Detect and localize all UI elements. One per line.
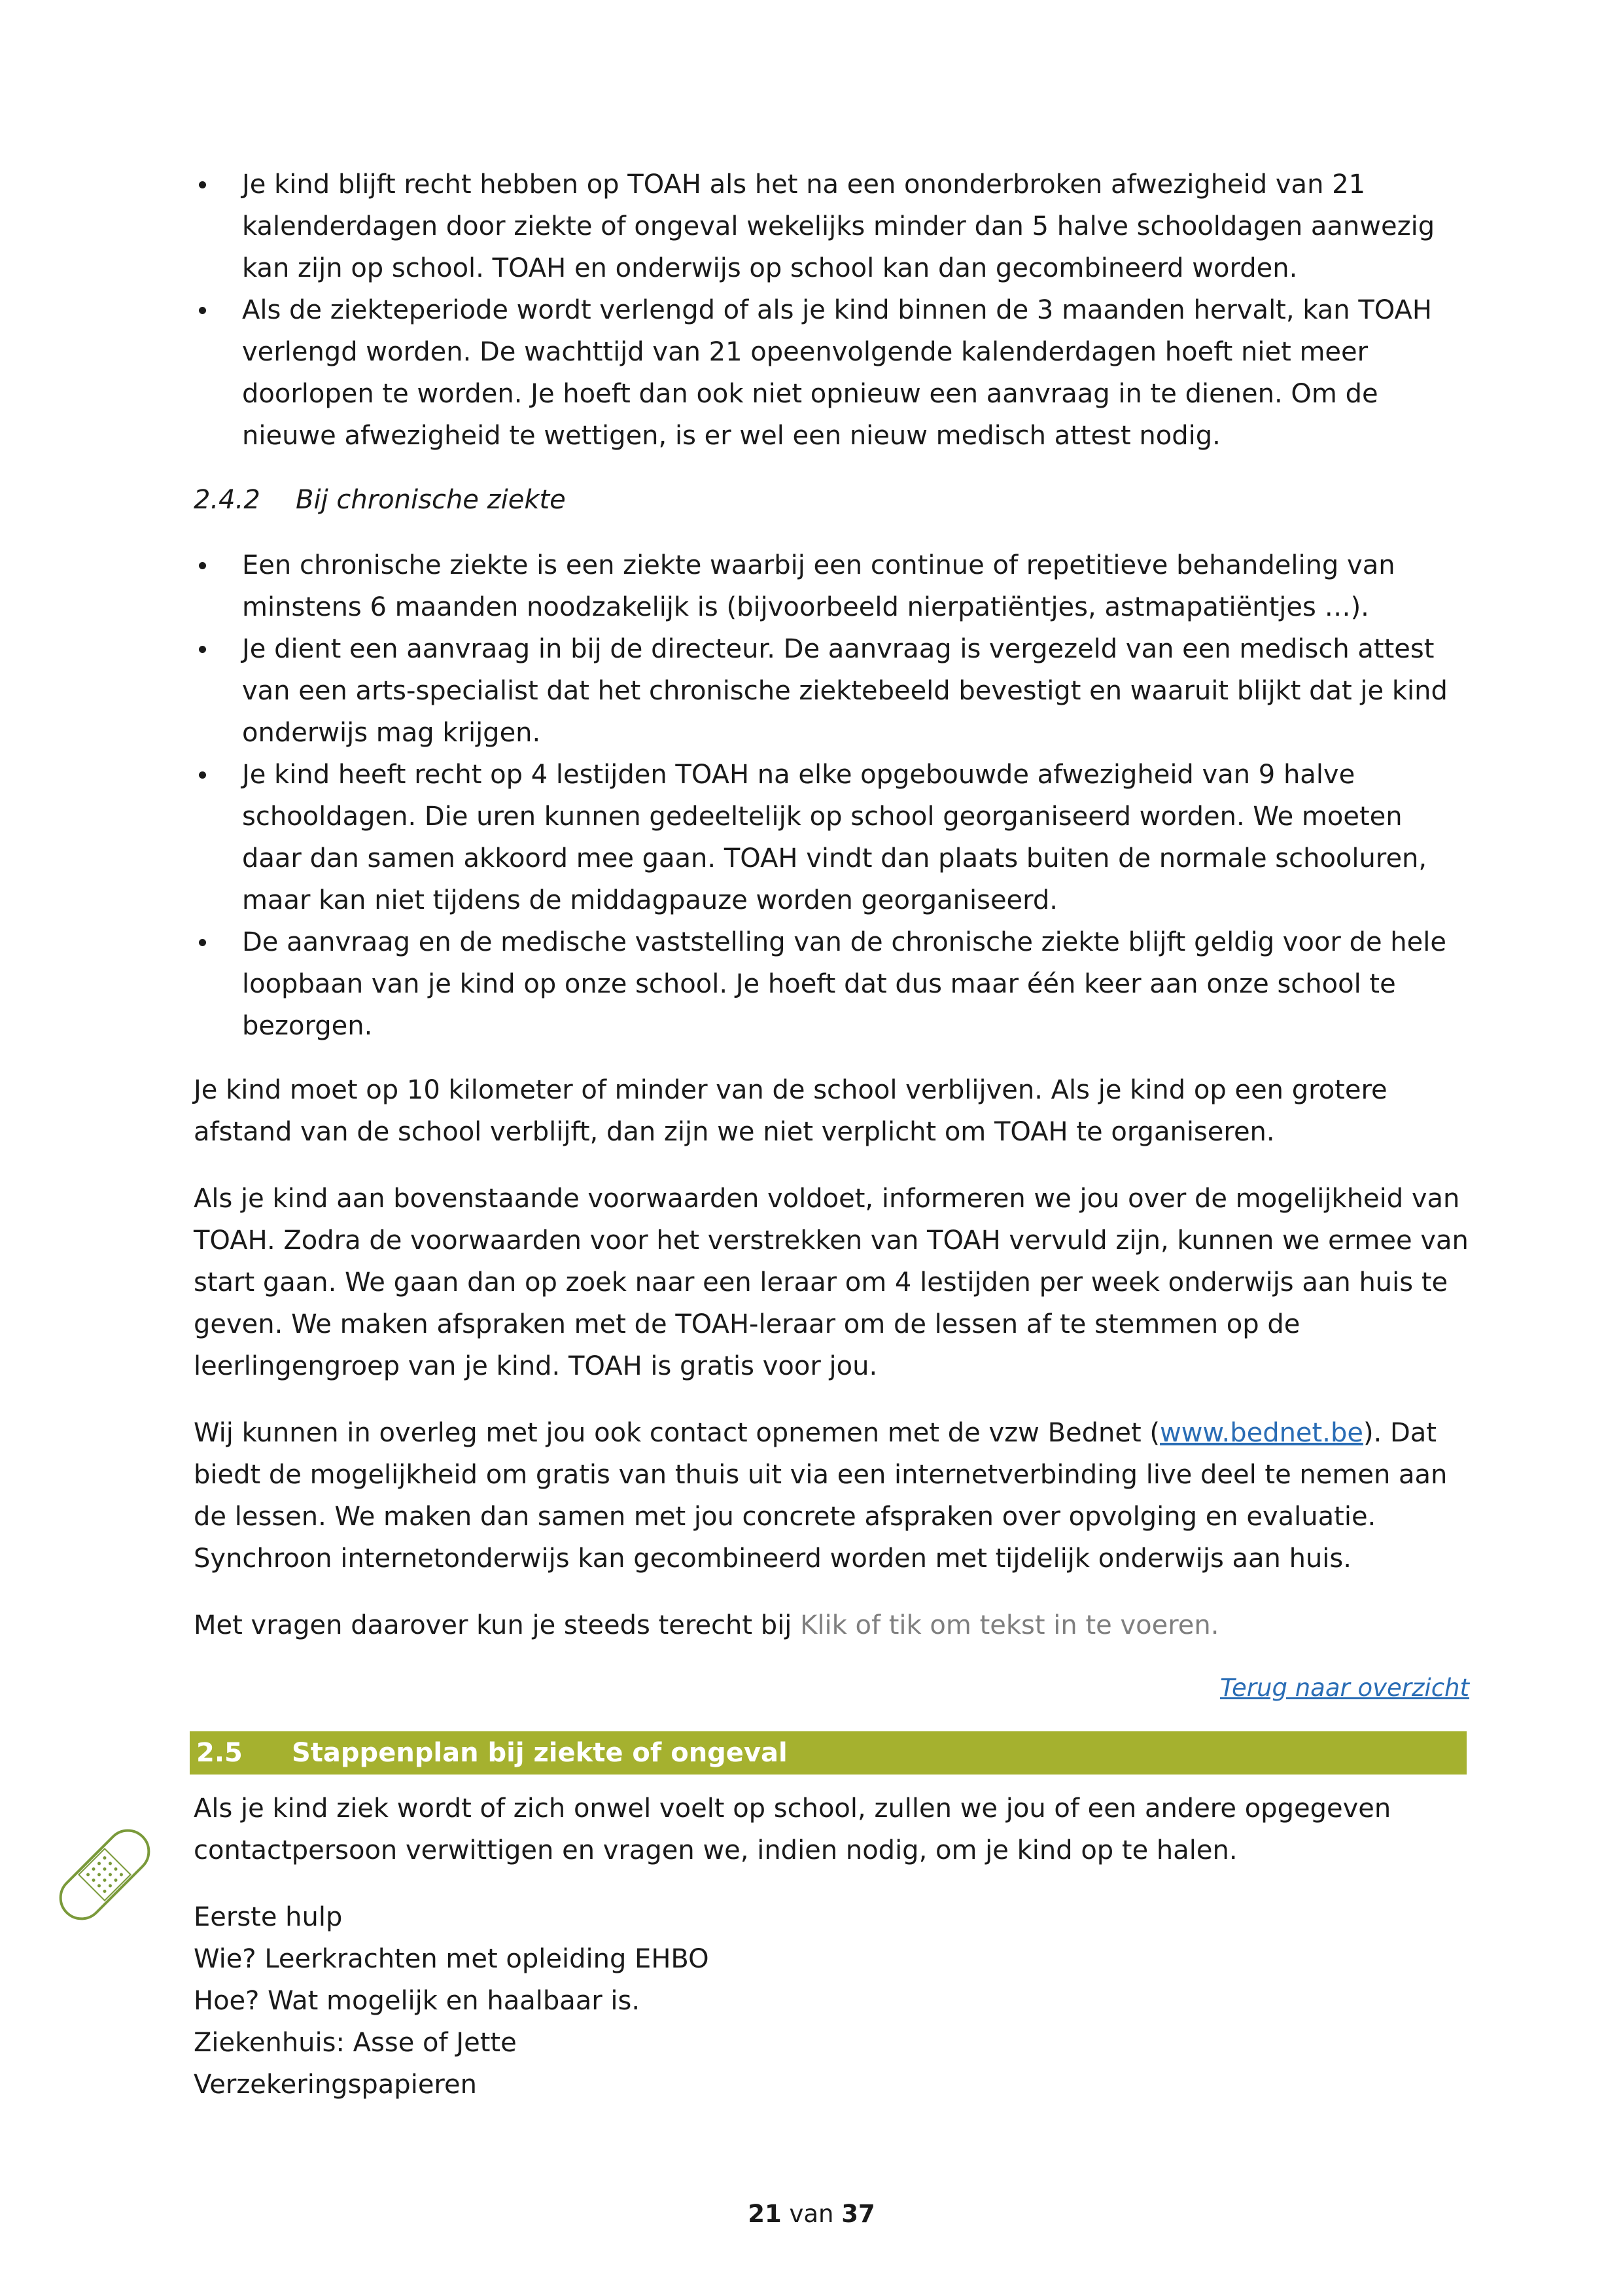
list-item: De aanvraag en de medische vaststelling van de chronische ziekte blijft geldig voor de hele loopbaan van je kind op onze school. Je hoeft dat dus maar één keer aan onze school te bezorgen. — [194, 921, 1469, 1047]
paragraph-distance: Je kind moet op 10 kilometer of minder van de school verblijven. Als je kind op een grotere afstand van de school verblijft, dan zijn we niet verplicht om TOAH te organiseren. — [194, 1075, 1387, 1147]
first-aid-line: Verzekeringspapieren — [194, 2070, 477, 2100]
subsection-heading — [194, 479, 1469, 521]
bednet-link[interactable]: www.bednet.be — [1160, 1418, 1363, 1448]
section-heading-bar — [190, 1731, 1467, 1775]
page-number — [0, 2200, 1623, 2228]
back-to-overview-link[interactable]: Terug naar overzicht — [1220, 1674, 1469, 1702]
paragraph-questions — [194, 1604, 1469, 1646]
first-aid-block — [194, 1896, 1469, 2106]
paragraph-conditions: Als je kind aan bovenstaande voorwaarden voldoet, informeren we jou over de mogelijkheid van TOAH. Zodra de voorwaarden voor het verstrekken van TOAH vervuld zijn, kunnen we ermee van start gaan. We gaan dan op zoek naar een leraar om 4 lestijden per week onderwijs aan huis te geven. We maken afspraken met de TOAH-leraar om de lessen af te stemmen op de leerlingengroep van je kind. TOAH is gratis voor jou. — [194, 1184, 1469, 1381]
list-item: Je dient een aanvraag in bij de directeur. De aanvraag is vergezeld van een medisch attest van een arts-specialist dat het chronische ziektebeeld bevestigt en waaruit blijkt dat je kind onderwijs mag krijgen. — [194, 628, 1469, 754]
current-page: 21 — [748, 2200, 782, 2228]
page-sep: van — [789, 2200, 834, 2228]
list-item: Een chronische ziekte is een ziekte waarbij een continue of repetitieve behandeling van minstens 6 maanden noodzakelijk is (bijvoorbeeld nierpatiëntjes, astmapatiëntjes …). — [194, 544, 1469, 628]
section-number: 2.5 — [196, 1738, 243, 1768]
questions-text: Met vragen daarover kun je steeds terecht bij — [194, 1610, 801, 1640]
contact-placeholder-field[interactable]: Klik of tik om tekst in te voeren. — [800, 1610, 1219, 1640]
list-item: Als de ziekteperiode wordt verlengd of als je kind binnen de 3 maanden hervalt, kan TOAH verlengd worden. De wachttijd van 21 opeenvolgende kalenderdagen hoeft niet meer doorlopen te worden. Je hoeft dan ook niet opnieuw een aanvraag in te dienen. Om de nieuwe afwezigheid te wettigen, is er wel een nieuw medisch attest nodig. — [194, 289, 1469, 457]
bednet-text-after: ). Dat biedt de mogelijkheid om gratis van thuis uit via een internetverbinding live deel te nemen aan de lessen. We maken dan samen met jou concrete afspraken over opvolging en evaluatie. Synchroon internetonderwijs kan gecombineerd worden met tijdelijk onderwijs aan huis. — [194, 1418, 1448, 1574]
first-aid-line: Hoe? Wat mogelijk en haalbaar is. — [194, 1986, 640, 2016]
subsection-number: 2.4.2 — [194, 485, 260, 515]
section-intro: Als je kind ziek wordt of zich onwel voelt op school, zullen we jou of een andere opgegeven contactpersoon verwittigen en vragen we, indien nodig, om je kind op te halen. — [194, 1793, 1391, 1865]
bednet-text-before: Wij kunnen in overleg met jou ook contact opnemen met de vzw Bednet ( — [194, 1418, 1160, 1448]
plaster-icon — [46, 1816, 164, 1934]
first-aid-line: Eerste hulp — [194, 1902, 343, 1932]
bullet-list-chronic — [194, 544, 1469, 1047]
subsection-title: Bij chronische ziekte — [296, 485, 566, 515]
main-content — [194, 164, 1469, 2106]
total-pages: 37 — [841, 2200, 875, 2228]
first-aid-line: Ziekenhuis: Asse of Jette — [194, 2028, 517, 2058]
list-item: Je kind blijft recht hebben op TOAH als het na een ononderbroken afwezigheid van 21 kalenderdagen door ziekte of ongeval wekelijks minder dan 5 halve schooldagen aanwezig kan zijn op school. TOAH en onderwijs op school kan dan gecombineerd worden. — [194, 164, 1469, 289]
first-aid-line: Wie? Leerkrachten met opleiding EHBO — [194, 1944, 709, 1974]
paragraph-bednet — [194, 1412, 1469, 1580]
section-title: Stappenplan bij ziekte of ongeval — [292, 1738, 788, 1768]
list-item: Je kind heeft recht op 4 lestijden TOAH na elke opgebouwde afwezigheid van 9 halve schooldagen. Die uren kunnen gedeeltelijk op school georganiseerd worden. We moeten daar dan samen akkoord mee gaan. TOAH vindt dan plaats buiten de normale schooluren, maar kan niet tijdens de middagpauze worden georganiseerd. — [194, 754, 1469, 921]
bullet-list-acute — [194, 164, 1469, 457]
